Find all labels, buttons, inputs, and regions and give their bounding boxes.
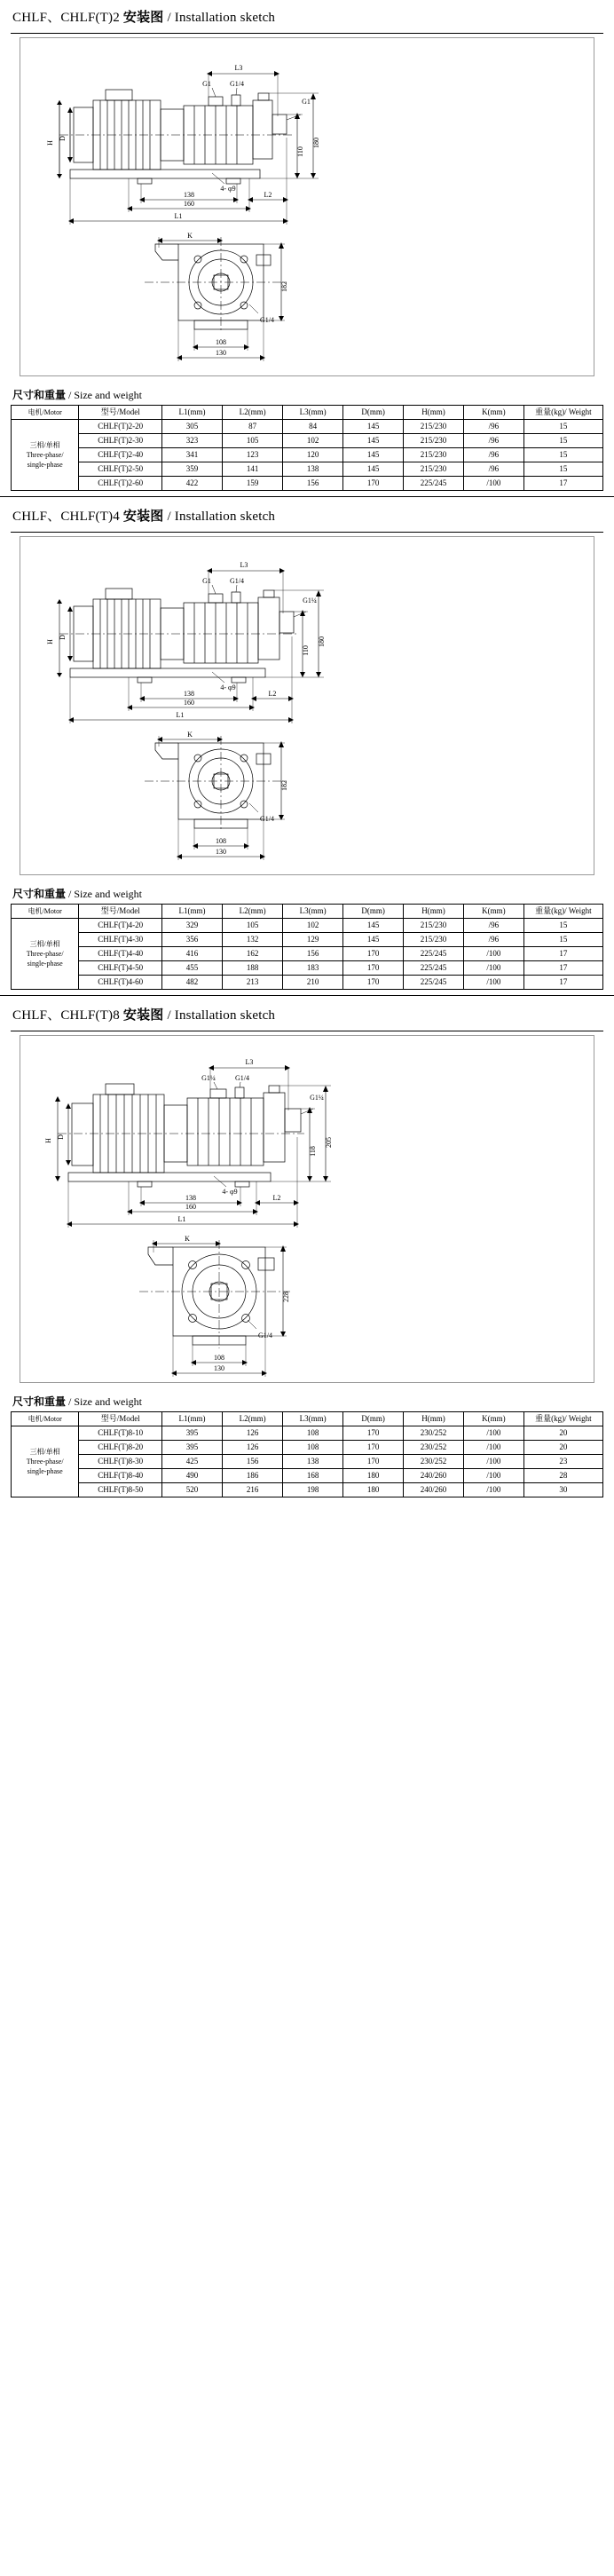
cell-l2: 186 xyxy=(223,1469,283,1483)
cell-l3: 84 xyxy=(283,420,343,434)
table-header-row xyxy=(12,905,603,919)
th-motor: 电机/Motor xyxy=(12,1412,79,1426)
cell-l2: 162 xyxy=(223,947,283,961)
section-title-bold: 安装图 xyxy=(122,510,164,524)
cell-h: 215/230 xyxy=(403,933,463,947)
dim-L3: L3 xyxy=(240,561,248,569)
cell-d: 145 xyxy=(343,462,404,477)
cell-l1: 490 xyxy=(162,1469,223,1483)
table-row xyxy=(12,462,603,477)
cell-weight: 17 xyxy=(523,477,602,491)
cell-l2: 126 xyxy=(223,1426,283,1441)
th-l2: L2(mm) xyxy=(223,1412,283,1426)
section-divider-2 xyxy=(0,995,614,996)
motor-cn: 三相/单相 xyxy=(29,1448,60,1456)
dim-L1: L1 xyxy=(177,1215,186,1223)
dim-K: K xyxy=(187,232,193,240)
dim-D: D xyxy=(59,635,67,640)
cell-k: /100 xyxy=(464,976,524,990)
cell-k: /96 xyxy=(464,933,524,947)
dim-160: 160 xyxy=(185,1203,196,1211)
cell-d: 180 xyxy=(343,1483,404,1497)
cell-k: /100 xyxy=(464,1483,524,1497)
table-row xyxy=(12,448,603,462)
label-G1-a: G1 xyxy=(202,80,211,88)
dim-H: H xyxy=(46,639,54,644)
cell-weight: 17 xyxy=(523,976,602,990)
cell-l1: 455 xyxy=(162,961,223,976)
cell-l1: 341 xyxy=(162,448,223,462)
th-k: K(mm) xyxy=(464,905,524,919)
cell-model: CHLF(T)2-50 xyxy=(79,462,162,477)
th-l1: L1(mm) xyxy=(162,1412,223,1426)
table-row xyxy=(12,1455,603,1469)
size-weight-table-chlf2 xyxy=(11,405,603,491)
dim-160: 160 xyxy=(184,200,194,208)
table-title-en: / Size and weight xyxy=(66,1395,142,1408)
th-l1: L1(mm) xyxy=(162,905,223,919)
cell-l3: 138 xyxy=(283,1455,343,1469)
cell-weight: 17 xyxy=(523,961,602,976)
th-l1: L1(mm) xyxy=(162,406,223,420)
section-title-chlf4 xyxy=(11,499,603,530)
table-title-cn: 尺寸和重量 xyxy=(12,888,67,900)
cell-model: CHLF(T)4-20 xyxy=(79,919,162,933)
table-row xyxy=(12,477,603,491)
cell-h: 225/245 xyxy=(403,477,463,491)
motor-en1: Three-phase/ xyxy=(26,950,64,958)
cell-h: 225/245 xyxy=(403,976,463,990)
cell-h: 215/230 xyxy=(403,434,463,448)
dim-108: 108 xyxy=(216,338,226,346)
cell-l3: 108 xyxy=(283,1426,343,1441)
table-title-en: / Size and weight xyxy=(66,888,142,900)
cell-l1: 359 xyxy=(162,462,223,477)
dim-182: 182 xyxy=(280,780,288,791)
cell-model: CHLF(T)2-30 xyxy=(79,434,162,448)
cell-l2: 87 xyxy=(223,420,283,434)
section-chlf2 xyxy=(0,0,614,491)
dim-160: 160 xyxy=(184,699,194,707)
installation-drawing-chlf4 xyxy=(20,536,594,875)
dim-182: 182 xyxy=(280,281,288,292)
drawing-svg-chlf2 xyxy=(20,38,595,375)
cell-l3: 198 xyxy=(283,1483,343,1497)
cell-l2: 123 xyxy=(223,448,283,462)
th-h: H(mm) xyxy=(403,1412,463,1426)
th-weight: 重量(kg)/ Weight xyxy=(523,406,602,420)
cell-l3: 129 xyxy=(283,933,343,947)
cell-model: CHLF(T)2-60 xyxy=(79,477,162,491)
label-G1-4-b: G1/4 xyxy=(258,1331,272,1339)
dim-180: 180 xyxy=(312,138,320,148)
cell-l3: 156 xyxy=(283,477,343,491)
cell-l3: 210 xyxy=(283,976,343,990)
cell-k: /100 xyxy=(464,1469,524,1483)
table-title-cn: 尺寸和重量 xyxy=(12,1395,67,1408)
cell-l2: 156 xyxy=(223,1455,283,1469)
cell-model: CHLF(T)8-20 xyxy=(79,1441,162,1455)
cell-k: /96 xyxy=(464,448,524,462)
table-title-en: / Size and weight xyxy=(66,389,142,401)
section-title-prefix: CHLF、CHLF(T)2 xyxy=(12,11,123,25)
motor-cn: 三相/单相 xyxy=(29,441,60,449)
th-motor: 电机/Motor xyxy=(12,905,79,919)
cell-weight: 15 xyxy=(523,448,602,462)
label-G1-b: G1 xyxy=(302,98,311,106)
dim-L2: L2 xyxy=(272,1194,281,1202)
th-k: K(mm) xyxy=(464,1412,524,1426)
cell-weight: 28 xyxy=(523,1469,602,1483)
dim-H: H xyxy=(46,140,54,146)
cell-l2: 188 xyxy=(223,961,283,976)
th-l3: L3(mm) xyxy=(283,1412,343,1426)
motor-type-cell xyxy=(12,919,79,990)
label-G1-quarter-a: G1¼ xyxy=(201,1074,216,1082)
table-row xyxy=(12,947,603,961)
cell-d: 145 xyxy=(343,448,404,462)
cell-l3: 156 xyxy=(283,947,343,961)
label-G1-4-a: G1/4 xyxy=(235,1074,249,1082)
th-k: K(mm) xyxy=(464,406,524,420)
motor-en2: single-phase xyxy=(27,960,63,968)
label-G1-4-b: G1/4 xyxy=(260,316,274,324)
cell-l2: 216 xyxy=(223,1483,283,1497)
cell-l1: 356 xyxy=(162,933,223,947)
cell-model: CHLF(T)2-40 xyxy=(79,448,162,462)
table-row xyxy=(12,434,603,448)
dim-L2: L2 xyxy=(264,191,272,199)
dim-130: 130 xyxy=(214,1364,224,1372)
th-d: D(mm) xyxy=(343,1412,404,1426)
cell-l1: 422 xyxy=(162,477,223,491)
cell-d: 170 xyxy=(343,961,404,976)
drawing-svg-chlf4 xyxy=(20,537,595,874)
motor-type-cell xyxy=(12,1426,79,1497)
table-row xyxy=(12,420,603,434)
table-header-row xyxy=(12,406,603,420)
table-title-chlf8 xyxy=(11,1390,603,1411)
dim-L2: L2 xyxy=(268,690,277,698)
cell-k: /96 xyxy=(464,462,524,477)
cell-l1: 323 xyxy=(162,434,223,448)
installation-drawing-chlf2 xyxy=(20,37,594,376)
section-title-bold: 安装图 xyxy=(122,1008,164,1023)
cell-weight: 17 xyxy=(523,947,602,961)
dim-D: D xyxy=(57,1134,65,1140)
cell-h: 215/230 xyxy=(403,919,463,933)
cell-l2: 105 xyxy=(223,434,283,448)
th-l3: L3(mm) xyxy=(283,406,343,420)
cell-k: /100 xyxy=(464,1426,524,1441)
cell-weight: 15 xyxy=(523,434,602,448)
table-row xyxy=(12,1441,603,1455)
cell-k: /100 xyxy=(464,961,524,976)
cell-weight: 20 xyxy=(523,1426,602,1441)
cell-h: 215/230 xyxy=(403,462,463,477)
cell-h: 215/230 xyxy=(403,448,463,462)
cell-h: 215/230 xyxy=(403,420,463,434)
motor-en1: Three-phase/ xyxy=(26,1458,64,1466)
section-title-chlf8 xyxy=(11,998,603,1029)
cell-weight: 15 xyxy=(523,919,602,933)
cell-l3: 108 xyxy=(283,1441,343,1455)
cell-h: 230/252 xyxy=(403,1441,463,1455)
cell-l3: 102 xyxy=(283,919,343,933)
cell-k: /96 xyxy=(464,919,524,933)
label-holes: 4- φ9 xyxy=(222,1188,238,1196)
cell-l2: 132 xyxy=(223,933,283,947)
drawing-svg-chlf8 xyxy=(20,1036,595,1382)
cell-h: 230/252 xyxy=(403,1455,463,1469)
table-title-cn: 尺寸和重量 xyxy=(12,389,67,401)
table-row xyxy=(12,1469,603,1483)
th-weight: 重量(kg)/ Weight xyxy=(523,905,602,919)
cell-model: CHLF(T)8-40 xyxy=(79,1469,162,1483)
cell-l1: 482 xyxy=(162,976,223,990)
section-title-suffix: / Installation sketch xyxy=(163,510,276,524)
table-header-row xyxy=(12,1412,603,1426)
cell-model: CHLF(T)4-50 xyxy=(79,961,162,976)
dim-228: 228 xyxy=(282,1292,290,1302)
cell-l1: 395 xyxy=(162,1441,223,1455)
cell-model: CHLF(T)8-30 xyxy=(79,1455,162,1469)
th-l2: L2(mm) xyxy=(223,406,283,420)
cell-l2: 213 xyxy=(223,976,283,990)
cell-d: 170 xyxy=(343,1441,404,1455)
cell-weight: 30 xyxy=(523,1483,602,1497)
label-G1-quarter-b: G1¼ xyxy=(310,1094,324,1102)
section-chlf4 xyxy=(0,499,614,990)
th-weight: 重量(kg)/ Weight xyxy=(523,1412,602,1426)
cell-h: 225/245 xyxy=(403,947,463,961)
cell-model: CHLF(T)8-10 xyxy=(79,1426,162,1441)
cell-d: 145 xyxy=(343,919,404,933)
dim-108: 108 xyxy=(216,837,226,845)
th-d: D(mm) xyxy=(343,406,404,420)
table-row xyxy=(12,919,603,933)
label-holes: 4- φ9 xyxy=(220,684,236,691)
cell-l3: 168 xyxy=(283,1469,343,1483)
dim-D: D xyxy=(59,136,67,141)
cell-weight: 15 xyxy=(523,462,602,477)
table-row xyxy=(12,1426,603,1441)
th-l2: L2(mm) xyxy=(223,905,283,919)
cell-h: 225/245 xyxy=(403,961,463,976)
cell-d: 170 xyxy=(343,477,404,491)
size-weight-table-chlf4 xyxy=(11,904,603,990)
cell-d: 145 xyxy=(343,434,404,448)
dim-K: K xyxy=(187,731,193,739)
dim-H: H xyxy=(44,1138,52,1143)
motor-type-cell xyxy=(12,420,79,491)
cell-h: 230/252 xyxy=(403,1426,463,1441)
dim-110: 110 xyxy=(302,645,310,656)
cell-model: CHLF(T)4-30 xyxy=(79,933,162,947)
section-title-bold: 安装图 xyxy=(122,11,164,25)
cell-l1: 329 xyxy=(162,919,223,933)
table-row xyxy=(12,976,603,990)
motor-en1: Three-phase/ xyxy=(26,451,64,459)
dim-130: 130 xyxy=(216,349,226,357)
cell-k: /100 xyxy=(464,1441,524,1455)
cell-weight: 15 xyxy=(523,933,602,947)
cell-l3: 102 xyxy=(283,434,343,448)
dim-K: K xyxy=(185,1235,190,1243)
dim-138: 138 xyxy=(185,1194,196,1202)
title-divider xyxy=(11,532,603,533)
cell-h: 240/260 xyxy=(403,1469,463,1483)
th-model: 型号/Model xyxy=(79,1412,162,1426)
label-holes: 4- φ9 xyxy=(220,185,236,193)
cell-l3: 138 xyxy=(283,462,343,477)
dim-L3: L3 xyxy=(234,64,243,72)
cell-weight: 20 xyxy=(523,1441,602,1455)
cell-d: 170 xyxy=(343,1455,404,1469)
dim-118: 118 xyxy=(309,1146,317,1157)
dim-130: 130 xyxy=(216,848,226,856)
cell-l2: 105 xyxy=(223,919,283,933)
table-row xyxy=(12,1483,603,1497)
cell-d: 170 xyxy=(343,947,404,961)
dim-205: 205 xyxy=(325,1137,333,1148)
title-divider xyxy=(11,33,603,34)
cell-weight: 15 xyxy=(523,420,602,434)
cell-d: 170 xyxy=(343,1426,404,1441)
label-G1-4-a: G1/4 xyxy=(230,80,244,88)
th-l3: L3(mm) xyxy=(283,905,343,919)
motor-cn: 三相/单相 xyxy=(29,940,60,948)
table-title-chlf2 xyxy=(11,383,603,405)
th-model: 型号/Model xyxy=(79,905,162,919)
cell-k: /100 xyxy=(464,947,524,961)
label-G1-4-b: G1/4 xyxy=(260,815,274,823)
cell-d: 180 xyxy=(343,1469,404,1483)
cell-l1: 416 xyxy=(162,947,223,961)
table-row xyxy=(12,933,603,947)
section-title-suffix: / Installation sketch xyxy=(163,1008,276,1023)
dim-180: 180 xyxy=(318,636,326,647)
dim-L1: L1 xyxy=(176,711,185,719)
cell-l3: 183 xyxy=(283,961,343,976)
motor-en2: single-phase xyxy=(27,1467,63,1475)
table-row xyxy=(12,961,603,976)
cell-model: CHLF(T)4-40 xyxy=(79,947,162,961)
cell-k: /100 xyxy=(464,1455,524,1469)
th-h: H(mm) xyxy=(403,406,463,420)
cell-k: /96 xyxy=(464,420,524,434)
dim-L1: L1 xyxy=(174,212,183,220)
section-chlf8 xyxy=(0,998,614,1497)
cell-l1: 520 xyxy=(162,1483,223,1497)
label-G1-quarter: G1¼ xyxy=(303,597,317,604)
cell-k: /96 xyxy=(464,434,524,448)
section-title-prefix: CHLF、CHLF(T)4 xyxy=(12,510,123,524)
cell-d: 145 xyxy=(343,420,404,434)
cell-l3: 120 xyxy=(283,448,343,462)
label-G1-a: G1 xyxy=(202,577,211,585)
cell-l2: 126 xyxy=(223,1441,283,1455)
dim-110: 110 xyxy=(296,146,304,157)
dim-138: 138 xyxy=(184,690,194,698)
cell-model: CHLF(T)4-60 xyxy=(79,976,162,990)
section-title-chlf2 xyxy=(11,0,603,31)
dim-138: 138 xyxy=(184,191,194,199)
cell-d: 170 xyxy=(343,976,404,990)
motor-en2: single-phase xyxy=(27,461,63,469)
installation-drawing-chlf8 xyxy=(20,1035,594,1383)
th-d: D(mm) xyxy=(343,905,404,919)
cell-model: CHLF(T)2-20 xyxy=(79,420,162,434)
th-h: H(mm) xyxy=(403,905,463,919)
dim-L3: L3 xyxy=(245,1058,254,1066)
cell-k: /100 xyxy=(464,477,524,491)
size-weight-table-chlf8 xyxy=(11,1411,603,1497)
section-title-suffix: / Installation sketch xyxy=(163,11,276,25)
cell-h: 240/260 xyxy=(403,1483,463,1497)
cell-model: CHLF(T)8-50 xyxy=(79,1483,162,1497)
section-divider-1 xyxy=(0,496,614,497)
cell-d: 145 xyxy=(343,933,404,947)
dim-108: 108 xyxy=(214,1354,224,1362)
cell-l1: 305 xyxy=(162,420,223,434)
th-motor: 电机/Motor xyxy=(12,406,79,420)
label-G1-4-a: G1/4 xyxy=(230,577,244,585)
cell-weight: 23 xyxy=(523,1455,602,1469)
th-model: 型号/Model xyxy=(79,406,162,420)
table-title-chlf4 xyxy=(11,882,603,904)
cell-l2: 141 xyxy=(223,462,283,477)
cell-l1: 425 xyxy=(162,1455,223,1469)
section-title-prefix: CHLF、CHLF(T)8 xyxy=(12,1008,123,1023)
cell-l1: 395 xyxy=(162,1426,223,1441)
cell-l2: 159 xyxy=(223,477,283,491)
